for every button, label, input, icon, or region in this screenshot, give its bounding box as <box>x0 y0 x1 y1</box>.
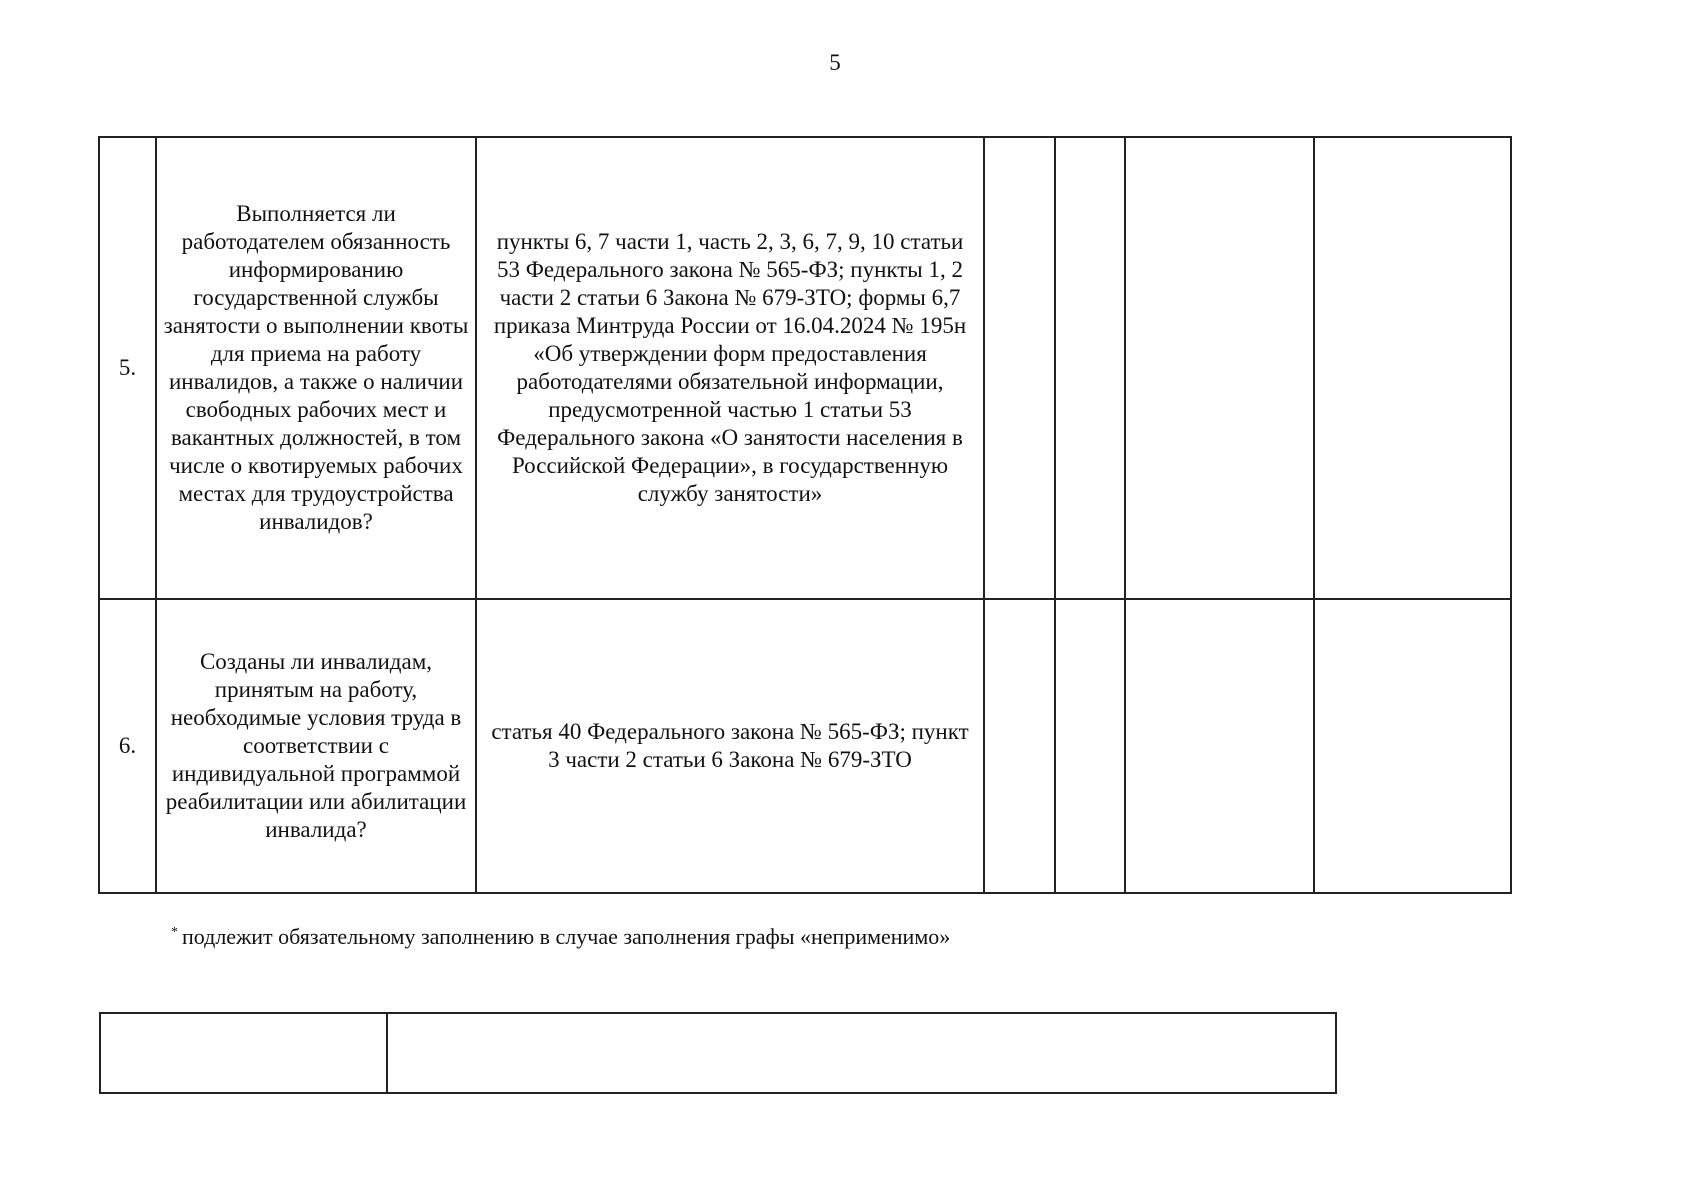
footnote-text: подлежит обязательному заполнению в случае заполнения графы «неприменимо» <box>182 924 951 949</box>
requirements-cell: статья 40 Федерального закона № 565-ФЗ; пункт 3 части 2 статьи 6 Закона № 679-ЗТО <box>476 599 984 893</box>
signature-cell-right <box>387 1013 1336 1093</box>
signature-row <box>100 1013 1336 1093</box>
row-number: 6. <box>99 599 156 893</box>
table-row <box>99 599 1511 893</box>
signature-table <box>99 1012 1337 1094</box>
footnote <box>171 924 950 950</box>
table-row <box>99 137 1511 599</box>
row-number: 5. <box>99 137 156 599</box>
checklist-table <box>98 136 1512 894</box>
requirements-cell: пункты 6, 7 части 1, часть 2, 3, 6, 7, 9, 10 статьи 53 Федерального закона № 565-ФЗ; пункты 1, 2 части 2 статьи 6 Закона № 679-ЗТО; формы 6,7 приказа Минтруда России от 16.04.2024 № 195н «Об утверждении форм предоставления работодателями обязательной информации, предусмотренной частью 1 статьи 53 Федерального закона «О занятости населения в Российской Федерации», в государственную службу занятости» <box>476 137 984 599</box>
note-cell <box>1314 599 1511 893</box>
page-number: 5 <box>829 50 841 75</box>
answer-yes-cell <box>984 137 1055 599</box>
signature-cell-left <box>100 1013 387 1093</box>
note-cell <box>1314 137 1511 599</box>
footnote-marker: * <box>171 925 178 940</box>
question-cell: Созданы ли инвалидам, принятым на работу, необходимые условия труда в соответствии с индивидуальной программой реабилитации или абилитации инвалида? <box>156 599 476 893</box>
answer-no-cell <box>1055 137 1125 599</box>
not-applicable-cell <box>1125 599 1314 893</box>
answer-yes-cell <box>984 599 1055 893</box>
not-applicable-cell <box>1125 137 1314 599</box>
answer-no-cell <box>1055 599 1125 893</box>
question-cell: Выполняется ли работодателем обязанность информированию государственной службы занятости о выполнении квоты для приема на работу инвалидов, а также о наличии свободных рабочих мест и вакантных должностей, в том числе о квотируемых рабочих местах для трудоустройства инвалидов? <box>156 137 476 599</box>
